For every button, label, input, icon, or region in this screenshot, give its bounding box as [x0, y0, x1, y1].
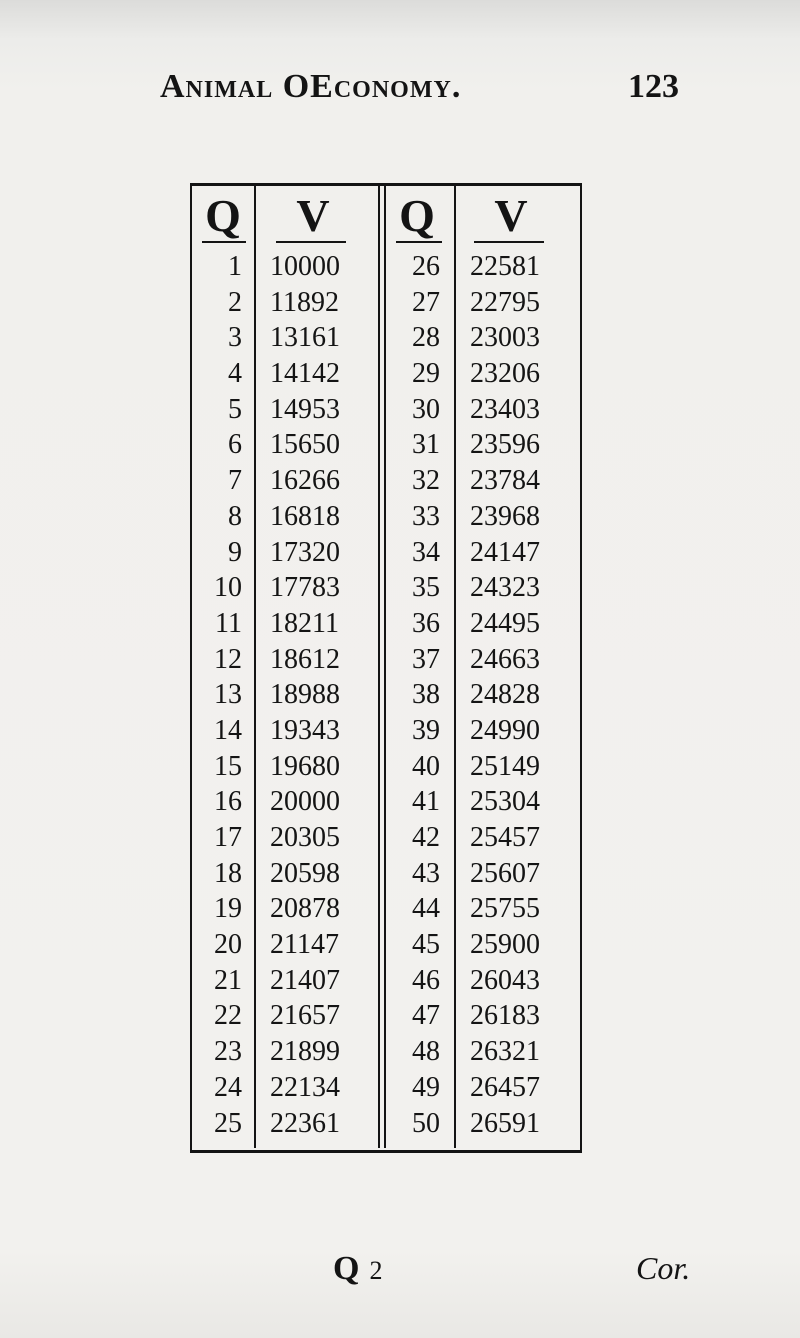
column-header-q-right: Q [399, 190, 435, 241]
table-row [190, 927, 582, 963]
table-row [190, 427, 582, 463]
q-right-cell: 48 [412, 1036, 440, 1068]
v-right-cell: 25149 [470, 750, 540, 782]
table-row [190, 606, 582, 642]
v-left-cell: 21147 [270, 929, 339, 961]
q-left-cell: 5 [228, 393, 242, 425]
v-left-cell: 14953 [270, 393, 340, 425]
table-row [190, 463, 582, 499]
q-right-cell: 37 [412, 643, 440, 675]
v-left-cell: 19343 [270, 714, 340, 746]
q-left-cell: 1 [228, 251, 242, 282]
v-left-cell: 16818 [270, 500, 340, 532]
column-header-v-left: V [296, 190, 330, 241]
q-right-cell: 47 [412, 1000, 440, 1032]
v-left-cell: 20000 [270, 786, 340, 818]
q-right-cell: 49 [412, 1071, 440, 1103]
page-number: 123 [628, 68, 679, 105]
q-left-cell: 16 [214, 786, 242, 818]
v-left-cell: 22361 [270, 1107, 340, 1139]
q-left-cell: 11 [215, 607, 242, 639]
v-left-cell: 18612 [270, 643, 340, 675]
q-right-cell: 28 [412, 322, 440, 354]
q-right-cell: 44 [412, 893, 440, 925]
q-left-cell: 15 [214, 750, 242, 782]
v-left-cell: 15650 [270, 429, 340, 461]
q-right-cell: 35 [412, 572, 440, 604]
v-right-cell: 25607 [470, 857, 540, 889]
v-left-cell: 21899 [270, 1036, 340, 1068]
v-left-cell: 19680 [270, 750, 340, 782]
q-right-cell: 45 [412, 929, 440, 961]
v-right-cell: 22581 [470, 251, 540, 282]
table-row [190, 1070, 582, 1106]
v-right-cell: 25755 [470, 893, 540, 925]
q-left-cell: 17 [214, 822, 242, 853]
q-left-cell: 24 [214, 1071, 242, 1103]
signature-number: 2 [369, 1256, 383, 1285]
v-right-cell: 23206 [470, 358, 540, 390]
v-right-cell: 25457 [470, 822, 540, 853]
v-right-cell: 26457 [470, 1071, 540, 1103]
q-right-cell: 38 [412, 679, 440, 711]
q-right-cell: 34 [412, 536, 440, 568]
table-row [190, 713, 582, 749]
v-right-cell: 26043 [470, 964, 540, 996]
table-row [190, 856, 582, 892]
table-body [190, 249, 582, 1141]
q-left-cell: 7 [228, 465, 242, 497]
q-left-cell: 18 [214, 857, 242, 889]
v-left-cell: 11892 [270, 286, 339, 318]
q-left-cell: 25 [214, 1107, 242, 1139]
v-left-cell: 16266 [270, 465, 340, 497]
v-left-cell: 22134 [270, 1071, 340, 1103]
q-left-cell: 10 [214, 572, 242, 604]
q-left-cell: 4 [228, 358, 242, 390]
q-left-cell: 14 [214, 714, 242, 746]
q-right-cell: 29 [412, 358, 440, 390]
v-right-cell: 26591 [470, 1107, 540, 1139]
running-head-title: Animal OEconomy. [160, 68, 462, 105]
q-v-table [190, 183, 582, 1153]
table-row [190, 570, 582, 606]
v-right-cell: 24323 [470, 572, 540, 604]
table-row [190, 998, 582, 1034]
table-row [190, 820, 582, 856]
v-right-cell: 23784 [470, 465, 540, 497]
q-left-cell: 20 [214, 929, 242, 961]
q-left-cell: 9 [228, 536, 242, 568]
signature-mark [333, 1250, 382, 1288]
v-right-cell: 26321 [470, 1036, 540, 1068]
q-left-cell: 6 [228, 429, 242, 461]
v-left-cell: 17783 [270, 572, 340, 604]
table-row [190, 320, 582, 356]
v-right-cell: 22795 [470, 286, 540, 318]
q-right-cell: 46 [412, 964, 440, 996]
q-right-cell: 40 [412, 750, 440, 782]
q-right-cell: 39 [412, 714, 440, 746]
table-row [190, 963, 582, 999]
q-right-cell: 43 [412, 857, 440, 889]
q-right-cell: 27 [412, 286, 440, 318]
signature-letter: Q [333, 1250, 360, 1287]
column-header-q-left: Q [205, 190, 241, 241]
header-underline [396, 241, 442, 243]
v-right-cell: 24495 [470, 607, 540, 639]
q-right-cell: 36 [412, 607, 440, 639]
table-row [190, 677, 582, 713]
q-right-cell: 31 [412, 429, 440, 461]
q-right-cell: 41 [412, 786, 440, 818]
q-left-cell: 19 [214, 893, 242, 925]
table-row [190, 535, 582, 571]
page-footer [0, 1250, 800, 1294]
q-left-cell: 23 [214, 1036, 242, 1068]
v-right-cell: 23968 [470, 500, 540, 532]
v-right-cell: 23003 [470, 322, 540, 354]
table-row [190, 642, 582, 678]
table-row [190, 392, 582, 428]
table-row [190, 749, 582, 785]
table-row [190, 356, 582, 392]
v-right-cell: 26183 [470, 1000, 540, 1032]
column-header-v-right: V [494, 190, 528, 241]
table-row [190, 1034, 582, 1070]
q-left-cell: 2 [228, 286, 242, 318]
header-underline [276, 241, 346, 243]
v-left-cell: 10000 [270, 251, 340, 282]
v-left-cell: 20598 [270, 857, 340, 889]
table-row [190, 1106, 582, 1142]
q-right-cell: 33 [412, 500, 440, 532]
q-left-cell: 22 [214, 1000, 242, 1032]
v-left-cell: 20305 [270, 822, 340, 853]
v-right-cell: 24990 [470, 714, 540, 746]
q-right-cell: 26 [412, 251, 440, 282]
q-left-cell: 12 [214, 643, 242, 675]
running-head [0, 68, 800, 112]
catchword: Cor. [636, 1250, 691, 1286]
v-right-cell: 24663 [470, 643, 540, 675]
q-right-cell: 32 [412, 465, 440, 497]
v-left-cell: 21657 [270, 1000, 340, 1032]
v-left-cell: 18988 [270, 679, 340, 711]
v-left-cell: 21407 [270, 964, 340, 996]
q-left-cell: 8 [228, 500, 242, 532]
q-left-cell: 13 [214, 679, 242, 711]
table-row [190, 784, 582, 820]
v-left-cell: 17320 [270, 536, 340, 568]
table-row [190, 285, 582, 321]
v-right-cell: 25304 [470, 786, 540, 818]
q-right-cell: 30 [412, 393, 440, 425]
table-row [190, 891, 582, 927]
v-left-cell: 18211 [270, 607, 339, 639]
table-row [190, 249, 582, 285]
v-right-cell: 25900 [470, 929, 540, 961]
v-left-cell: 20878 [270, 893, 340, 925]
v-left-cell: 14142 [270, 358, 340, 390]
v-right-cell: 24147 [470, 536, 540, 568]
v-right-cell: 23596 [470, 429, 540, 461]
table-row [190, 499, 582, 535]
header-underline [202, 241, 246, 243]
v-right-cell: 24828 [470, 679, 540, 711]
q-left-cell: 3 [228, 322, 242, 354]
header-underline [474, 241, 544, 243]
v-left-cell: 13161 [270, 322, 340, 354]
q-left-cell: 21 [214, 964, 242, 996]
q-right-cell: 42 [412, 822, 440, 853]
q-right-cell: 50 [412, 1107, 440, 1139]
v-right-cell: 23403 [470, 393, 540, 425]
